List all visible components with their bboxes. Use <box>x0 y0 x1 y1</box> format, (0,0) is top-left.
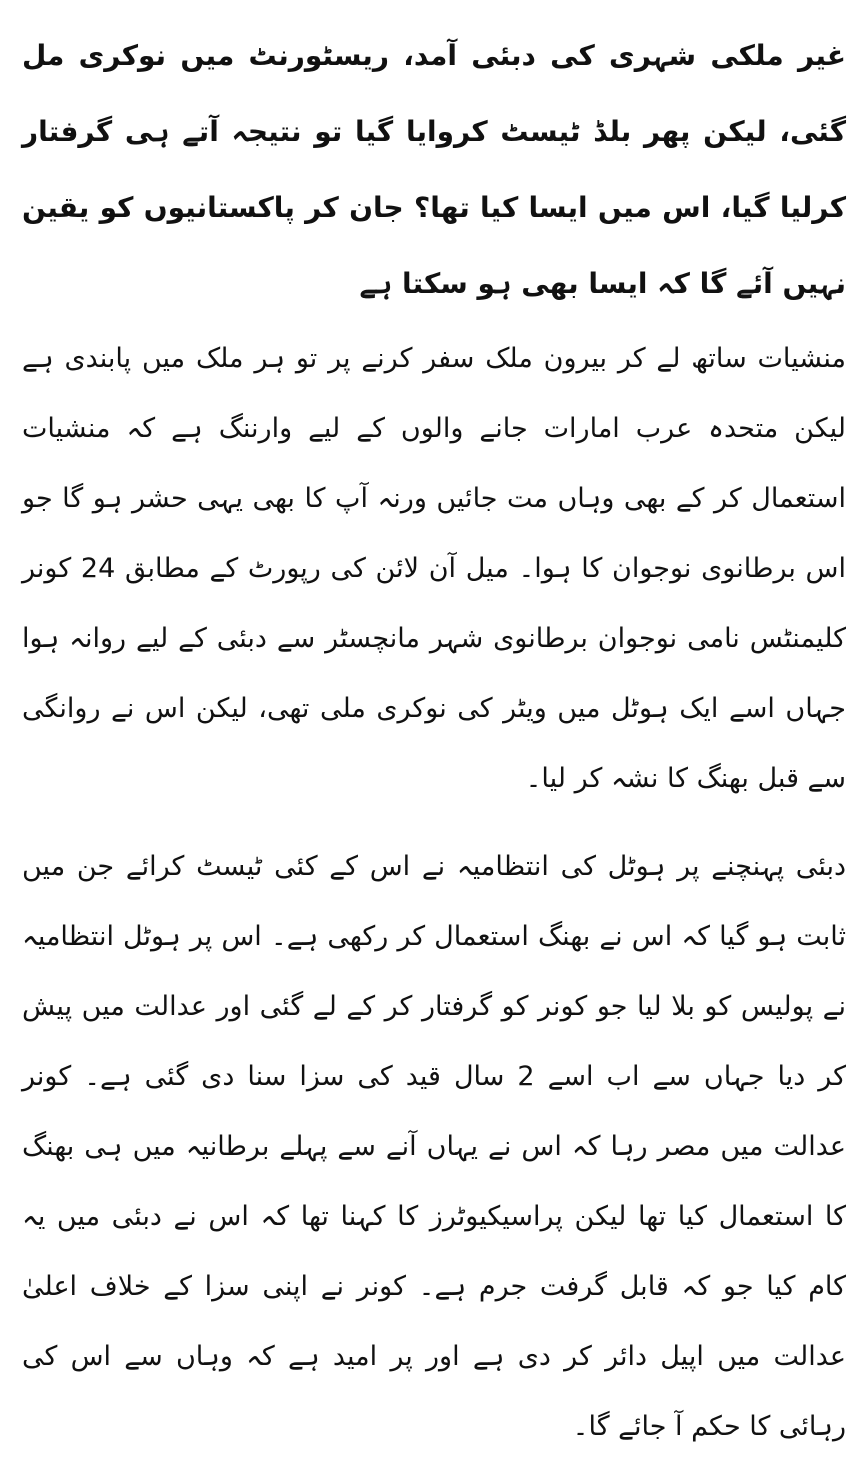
article-paragraph-2: دبئی پہنچنے پر ہوٹل کی انتظامیہ نے اس کے کئی ٹیسٹ کرائے جن میں ثابت ہو گیا کہ اس نے بھنگ استعمال کر رکھی ہے۔ اس پر ہوٹل انتظامیہ نے پولیس کو بلا لیا جو کونر کو گرفتار کر کے لے گئی اور عدالت میں پیش کر دیا جہاں سے اب اسے 2 سال قید کی سزا سنا دی گئی ہے۔ کونر عدالت میں مصر رہا کہ اس نے یہاں آنے سے پہلے برطانیہ میں ہی بھنگ کا استعمال کیا تھا لیکن پراسیکیوٹرز کا کہنا تھا کہ اس نے دبئی میں یہ کام کیا جو کہ قابل گرفت جرم ہے۔ کونر نے اپنی سزا کے خلاف اعلیٰ عدالت میں اپیل دائر کر دی ہے اور پر امید ہے کہ وہاں سے اس کی رہائی کا حکم آ جائے گا۔ <box>22 851 846 1442</box>
article-paragraph-1: منشیات ساتھ لے کر بیرون ملک سفر کرنے پر تو ہر ملک میں پابندی ہے لیکن متحدہ عرب امارات جانے والوں کے لیے وارننگ ہے کہ منشیات استعمال کر کے بھی وہاں مت جائیں ورنہ آپ کا بھی یہی حشر ہو گا جو اس برطانوی نوجوان کا ہوا۔ میل آن لائن کی رپورٹ کے مطابق 24 کونر کلیمنٹس نامی نوجوان برطانوی شہر مانچسٹر سے دبئی کے لیے روانہ ہوا جہاں اسے ایک ہوٹل میں ویٹر کی نوکری ملی تھی، لیکن اس نے روانگی سے قبل بھنگ کا نشہ کر لیا۔ <box>22 343 846 794</box>
article-headline: غیر ملکی شہری کی دبئی آمد، ریسٹورنٹ میں نوکری مل گئی، لیکن پھر بلڈ ٹیسٹ کروایا گیا تو نتیجہ آتے ہی گرفتار کرلیا گیا، اس میں ایسا کیا تھا؟ جان کر پاکستانیوں کو یقین نہیں آئے گا کہ ایسا بھی ہو سکتا ہے <box>22 39 846 300</box>
